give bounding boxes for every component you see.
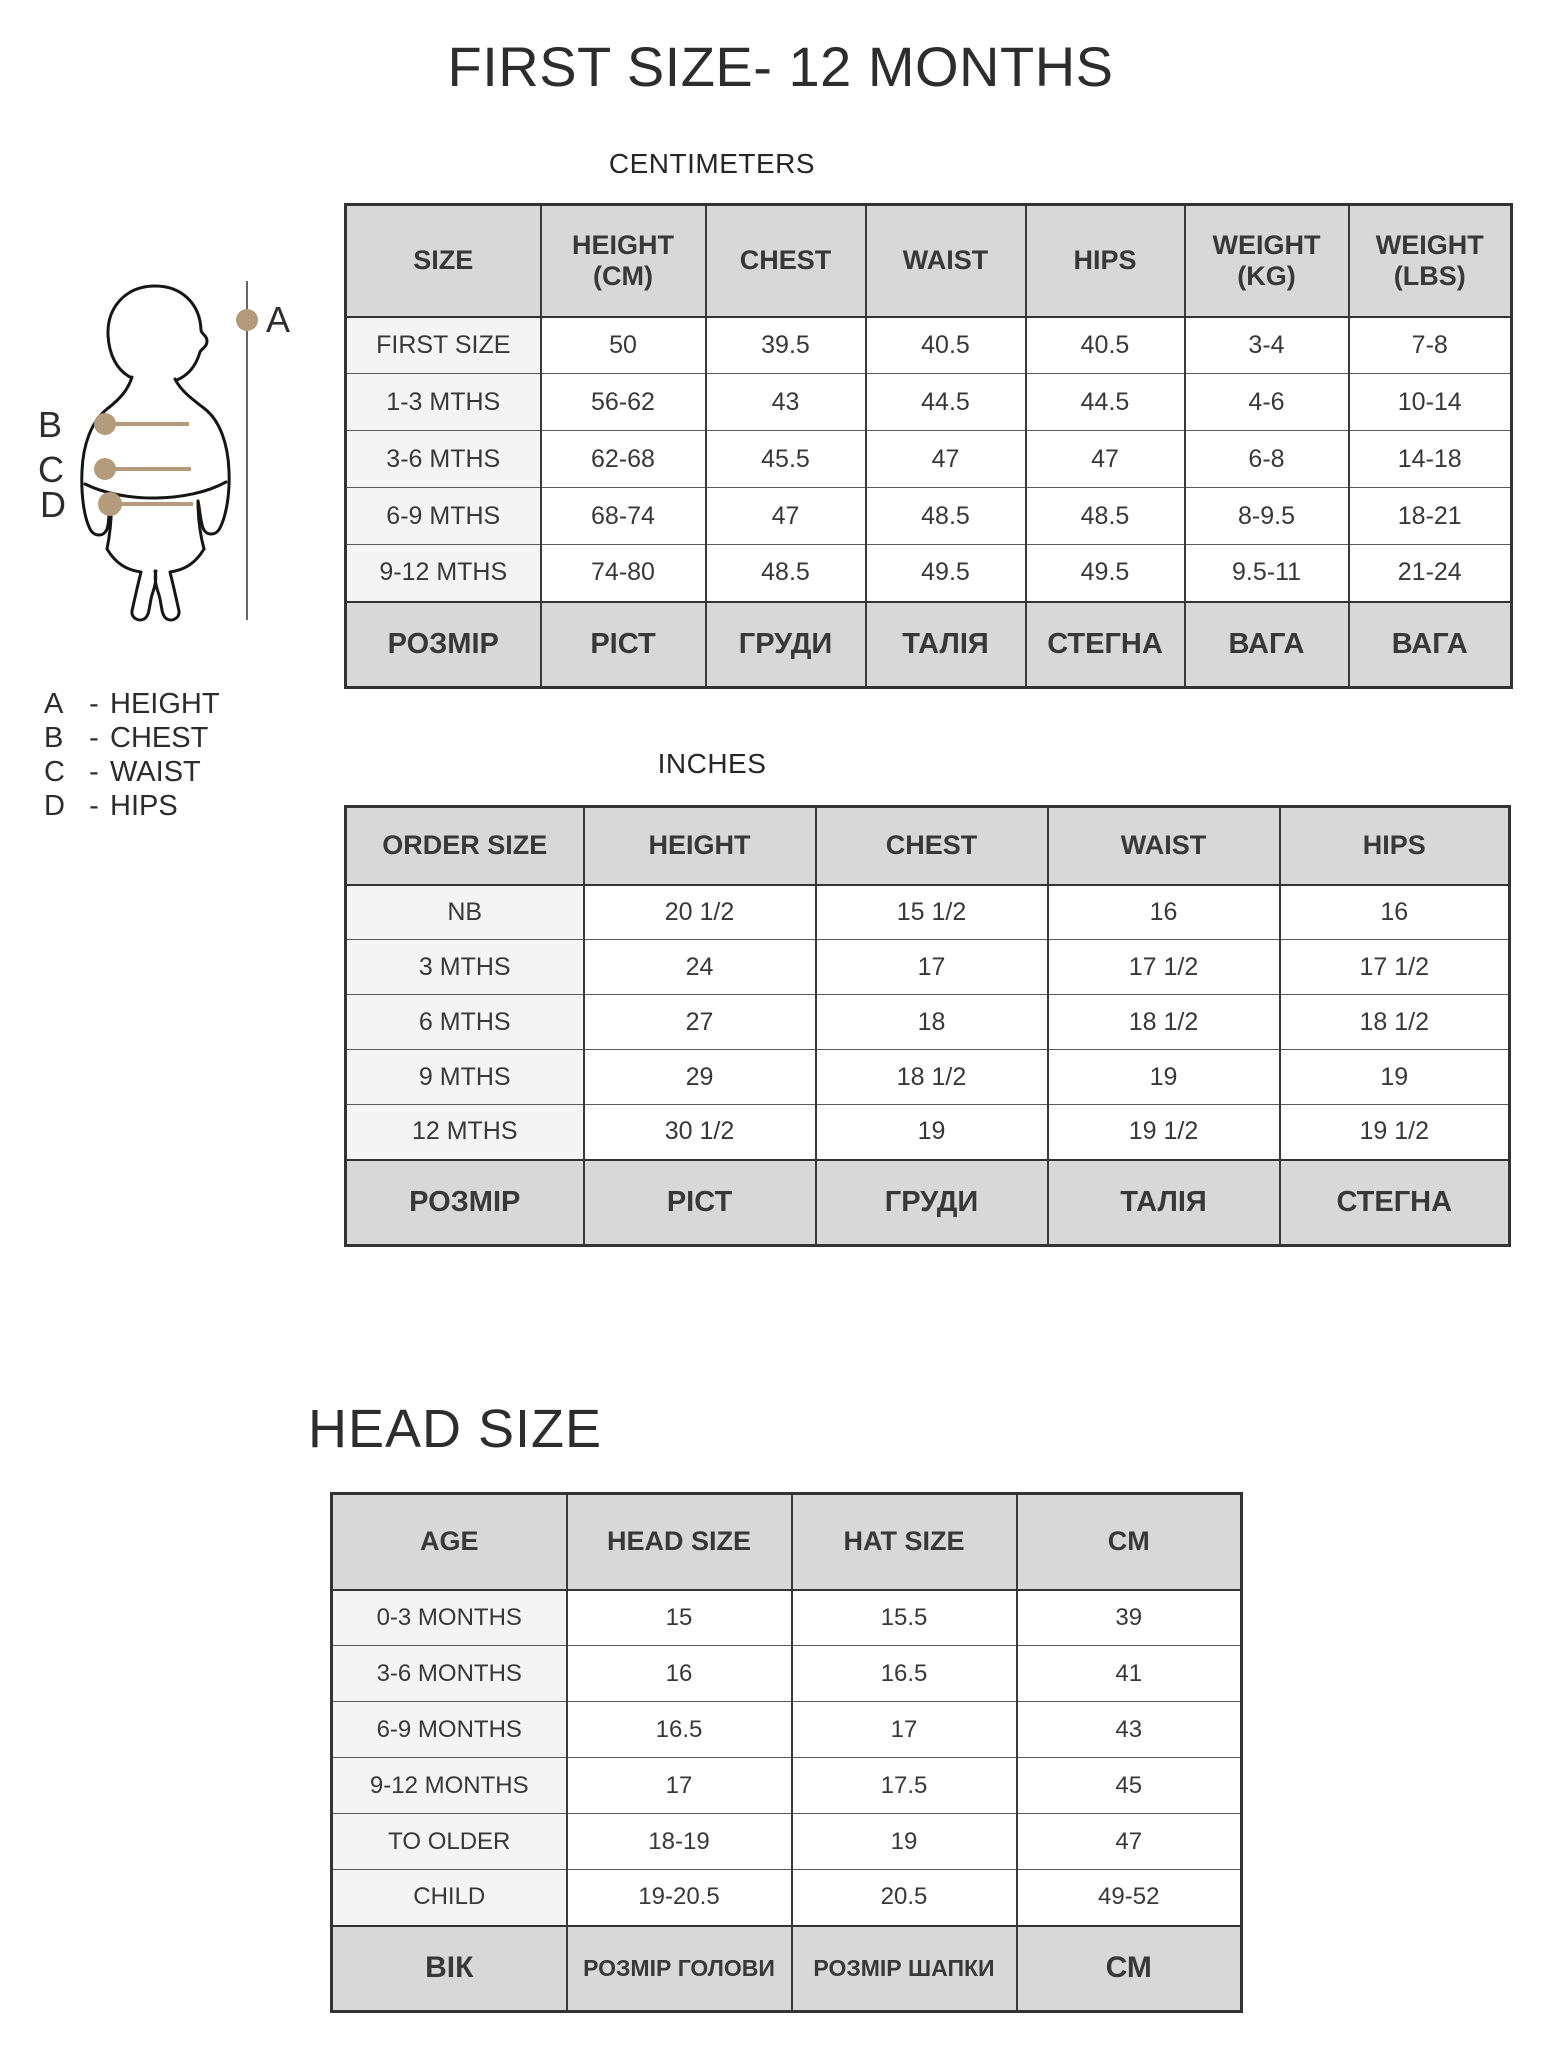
cm-cell-2-0: 3-6 MTHS — [346, 431, 541, 488]
cm-cell-0-6: 7-8 — [1349, 317, 1512, 374]
cm-column-header-0: SIZE — [346, 205, 541, 317]
table-row — [346, 317, 1512, 374]
cm-column-header-4: HIPS — [1026, 205, 1185, 317]
centimeters-size-table — [344, 203, 1513, 689]
inches-footer-label-3: ТАЛІЯ — [1048, 1160, 1280, 1246]
legend-label: CHEST — [110, 722, 209, 754]
cm-cell-0-1: 50 — [541, 317, 706, 374]
inches-cell-2-1: 27 — [584, 995, 816, 1050]
inches-footer-label-4: СТЕГНА — [1280, 1160, 1510, 1246]
inches-cell-1-0: 3 MTHS — [346, 940, 584, 995]
marker-dot-b — [94, 413, 116, 435]
head-cell-4-1: 18-19 — [567, 1814, 792, 1870]
cm-cell-1-2: 43 — [706, 374, 866, 431]
inches-column-header-2: CHEST — [816, 807, 1048, 885]
head-cell-1-0: 3-6 MONTHS — [332, 1646, 567, 1702]
head-cell-4-0: TO OLDER — [332, 1814, 567, 1870]
inches-cell-0-4: 16 — [1280, 885, 1510, 940]
legend-dash: - — [89, 688, 99, 720]
table-row — [346, 545, 1512, 602]
inches-footer-label-1: РІСТ — [584, 1160, 816, 1246]
cm-cell-3-4: 48.5 — [1026, 488, 1185, 545]
head-size-table — [330, 1492, 1243, 2013]
inches-caption: INCHES — [657, 748, 767, 779]
legend-key: C — [44, 756, 65, 788]
cm-cell-4-0: 9-12 MTHS — [346, 545, 541, 602]
centimeters-caption: CENTIMETERS — [608, 148, 816, 179]
legend-label: HEIGHT — [110, 688, 220, 720]
cm-cell-3-1: 68-74 — [541, 488, 706, 545]
head-cell-1-1: 16 — [567, 1646, 792, 1702]
head-cell-2-2: 17 — [792, 1702, 1017, 1758]
cm-cell-2-6: 14-18 — [1349, 431, 1512, 488]
cm-column-header-6: WEIGHT (LBS) — [1349, 205, 1512, 317]
table-row — [332, 1870, 1242, 1926]
table-row — [332, 1702, 1242, 1758]
inches-cell-3-1: 29 — [584, 1050, 816, 1105]
head-cell-0-3: 39 — [1017, 1590, 1242, 1646]
marker-dot-a — [236, 309, 258, 331]
table-row — [346, 940, 1510, 995]
cm-cell-1-3: 44.5 — [866, 374, 1026, 431]
table-row — [346, 374, 1512, 431]
head-column-header-1: HEAD SIZE — [567, 1494, 792, 1590]
head-header-row — [332, 1494, 1242, 1590]
inches-cell-3-4: 19 — [1280, 1050, 1510, 1105]
head-footer-label-0: ВІК — [332, 1926, 567, 2012]
cm-cell-4-3: 49.5 — [866, 545, 1026, 602]
baby-right-arm-outline — [175, 379, 229, 534]
cm-footer-label-3: ТАЛІЯ — [866, 602, 1026, 688]
table-row — [332, 1590, 1242, 1646]
cm-cell-0-5: 3-4 — [1185, 317, 1349, 374]
legend-key: B — [44, 722, 64, 754]
legend-dash: - — [89, 790, 99, 822]
inches-cell-3-2: 18 1/2 — [816, 1050, 1048, 1105]
table-row — [346, 1105, 1510, 1160]
inches-cell-0-1: 20 1/2 — [584, 885, 816, 940]
head-cell-4-3: 47 — [1017, 1814, 1242, 1870]
head-cell-5-3: 49-52 — [1017, 1870, 1242, 1926]
head-column-header-3: CM — [1017, 1494, 1242, 1590]
head-cell-5-0: CHILD — [332, 1870, 567, 1926]
cm-column-header-3: WAIST — [866, 205, 1026, 317]
cm-column-header-1: HEIGHT (CM) — [541, 205, 706, 317]
head-footer-label-1: РОЗМІР ГОЛОВИ — [567, 1926, 792, 2012]
legend-dash: - — [89, 756, 99, 788]
head-cell-3-3: 45 — [1017, 1758, 1242, 1814]
inches-cell-4-4: 19 1/2 — [1280, 1105, 1510, 1160]
legend-label: HIPS — [110, 790, 178, 822]
inches-cell-4-0: 12 MTHS — [346, 1105, 584, 1160]
head-footer-label-3: СМ — [1017, 1926, 1242, 2012]
inches-footer-row — [346, 1160, 1510, 1246]
head-size-section-title: HEAD SIZE — [308, 1399, 603, 1459]
cm-column-header-2: CHEST — [706, 205, 866, 317]
inches-cell-0-3: 16 — [1048, 885, 1280, 940]
cm-footer-label-6: ВАГА — [1349, 602, 1512, 688]
head-cell-0-0: 0-3 MONTHS — [332, 1590, 567, 1646]
legend-item-waist — [44, 756, 220, 790]
table-row — [346, 995, 1510, 1050]
inches-cell-1-2: 17 — [816, 940, 1048, 995]
cm-footer-label-0: РОЗМІР — [346, 602, 541, 688]
cm-footer-label-2: ГРУДИ — [706, 602, 866, 688]
marker-label-c: C — [38, 449, 64, 490]
cm-cell-1-4: 44.5 — [1026, 374, 1185, 431]
table-row — [332, 1646, 1242, 1702]
cm-footer-label-5: ВАГА — [1185, 602, 1349, 688]
baby-left-leg-outline — [107, 549, 156, 620]
head-cell-2-0: 6-9 MONTHS — [332, 1702, 567, 1758]
inches-cell-2-0: 6 MTHS — [346, 995, 584, 1050]
inches-cell-3-0: 9 MTHS — [346, 1050, 584, 1105]
head-cell-4-2: 19 — [792, 1814, 1017, 1870]
inches-cell-2-3: 18 1/2 — [1048, 995, 1280, 1050]
table-row — [346, 488, 1512, 545]
cm-cell-3-5: 8-9.5 — [1185, 488, 1349, 545]
marker-label-b: B — [38, 404, 63, 445]
cm-cell-0-2: 39.5 — [706, 317, 866, 374]
cm-column-header-5: WEIGHT (KG) — [1185, 205, 1349, 317]
baby-outline-illustration — [82, 286, 229, 620]
cm-cell-3-0: 6-9 MTHS — [346, 488, 541, 545]
legend-key: A — [44, 688, 64, 720]
legend-item-hips — [44, 790, 220, 824]
legend-item-chest — [44, 722, 220, 756]
cm-footer-label-1: РІСТ — [541, 602, 706, 688]
cm-cell-4-5: 9.5-11 — [1185, 545, 1349, 602]
inches-cell-0-0: NB — [346, 885, 584, 940]
head-cell-5-1: 19-20.5 — [567, 1870, 792, 1926]
table-row — [346, 431, 1512, 488]
head-cell-3-1: 17 — [567, 1758, 792, 1814]
inches-cell-4-3: 19 1/2 — [1048, 1105, 1280, 1160]
cm-cell-1-5: 4-6 — [1185, 374, 1349, 431]
inches-column-header-4: HIPS — [1280, 807, 1510, 885]
cm-cell-3-6: 18-21 — [1349, 488, 1512, 545]
cm-cell-2-3: 47 — [866, 431, 1026, 488]
inches-cell-1-1: 24 — [584, 940, 816, 995]
cm-cell-2-4: 47 — [1026, 431, 1185, 488]
cm-cell-3-2: 47 — [706, 488, 866, 545]
baby-head-outline — [108, 286, 207, 380]
page-title: FIRST SIZE- 12 MONTHS — [447, 35, 1114, 98]
head-cell-0-1: 15 — [567, 1590, 792, 1646]
marker-label-d: D — [40, 484, 66, 525]
inches-cell-2-2: 18 — [816, 995, 1048, 1050]
inches-cell-0-2: 15 1/2 — [816, 885, 1048, 940]
table-row — [346, 1050, 1510, 1105]
cm-cell-0-0: FIRST SIZE — [346, 317, 541, 374]
cm-footer-label-4: СТЕГНА — [1026, 602, 1185, 688]
cm-cell-3-3: 48.5 — [866, 488, 1026, 545]
cm-cell-4-2: 48.5 — [706, 545, 866, 602]
table-row — [332, 1758, 1242, 1814]
table-row — [346, 885, 1510, 940]
inches-column-header-3: WAIST — [1048, 807, 1280, 885]
head-cell-2-1: 16.5 — [567, 1702, 792, 1758]
inches-cell-1-3: 17 1/2 — [1048, 940, 1280, 995]
legend-key: D — [44, 790, 65, 822]
baby-right-leg-outline — [155, 549, 204, 620]
cm-header-row — [346, 205, 1512, 317]
marker-dot-c — [94, 458, 116, 480]
head-column-header-0: AGE — [332, 1494, 567, 1590]
head-cell-5-2: 20.5 — [792, 1870, 1017, 1926]
head-cell-0-2: 15.5 — [792, 1590, 1017, 1646]
cm-cell-2-2: 45.5 — [706, 431, 866, 488]
legend-item-height — [44, 688, 220, 722]
measurement-legend — [44, 688, 220, 824]
cm-cell-4-4: 49.5 — [1026, 545, 1185, 602]
inches-header-row — [346, 807, 1510, 885]
cm-cell-1-0: 1-3 MTHS — [346, 374, 541, 431]
cm-cell-4-1: 74-80 — [541, 545, 706, 602]
cm-cell-0-4: 40.5 — [1026, 317, 1185, 374]
cm-footer-row — [346, 602, 1512, 688]
head-cell-1-2: 16.5 — [792, 1646, 1017, 1702]
marker-dot-d — [98, 492, 122, 516]
cm-cell-1-1: 56-62 — [541, 374, 706, 431]
inches-cell-4-1: 30 1/2 — [584, 1105, 816, 1160]
inches-cell-4-2: 19 — [816, 1105, 1048, 1160]
inches-footer-label-0: РОЗМІР — [346, 1160, 584, 1246]
head-cell-3-2: 17.5 — [792, 1758, 1017, 1814]
legend-label: WAIST — [110, 756, 201, 788]
head-footer-label-2: РОЗМІР ШАПКИ — [792, 1926, 1017, 2012]
table-row — [332, 1814, 1242, 1870]
baby-measurement-figure — [28, 218, 338, 648]
head-cell-2-3: 43 — [1017, 1702, 1242, 1758]
legend-dash: - — [89, 722, 99, 754]
cm-cell-2-5: 6-8 — [1185, 431, 1349, 488]
inches-cell-2-4: 18 1/2 — [1280, 995, 1510, 1050]
head-cell-3-0: 9-12 MONTHS — [332, 1758, 567, 1814]
head-column-header-2: HAT SIZE — [792, 1494, 1017, 1590]
marker-label-a: A — [266, 299, 291, 340]
cm-cell-2-1: 62-68 — [541, 431, 706, 488]
head-cell-1-3: 41 — [1017, 1646, 1242, 1702]
inches-cell-1-4: 17 1/2 — [1280, 940, 1510, 995]
cm-cell-4-6: 21-24 — [1349, 545, 1512, 602]
cm-cell-1-6: 10-14 — [1349, 374, 1512, 431]
inches-column-header-1: HEIGHT — [584, 807, 816, 885]
inches-footer-label-2: ГРУДИ — [816, 1160, 1048, 1246]
inches-cell-3-3: 19 — [1048, 1050, 1280, 1105]
inches-size-table — [344, 805, 1511, 1247]
cm-cell-0-3: 40.5 — [866, 317, 1026, 374]
inches-column-header-0: ORDER SIZE — [346, 807, 584, 885]
head-footer-row — [332, 1926, 1242, 2012]
